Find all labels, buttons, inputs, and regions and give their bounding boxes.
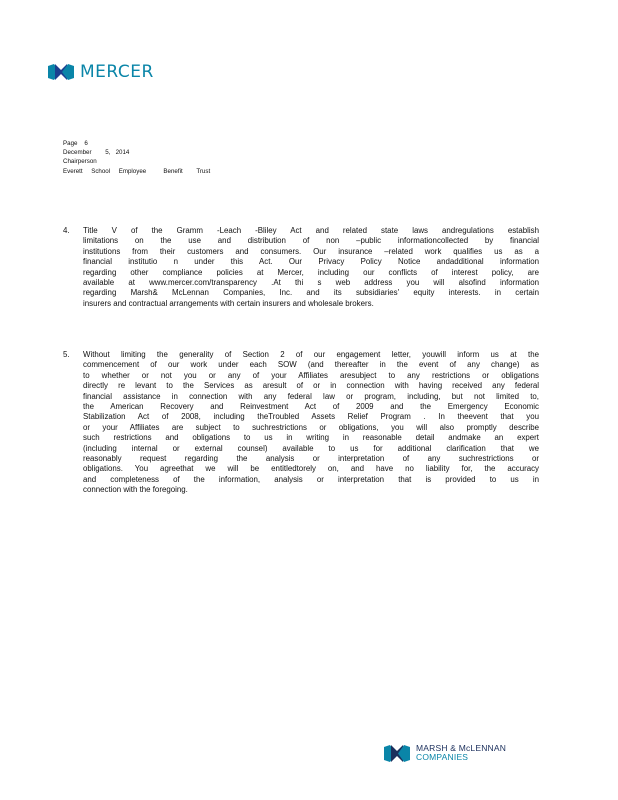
paragraph-line: commencement of our work under each SOW (and thereafter in the event of any change) as (83, 360, 539, 370)
mmc-mark-icon (384, 745, 410, 762)
numbered-paragraph-5 (63, 350, 539, 496)
paragraph-line: Title V of the Gramm -Leach -Bliley Act and related state laws andregulations establish (83, 226, 539, 235)
paragraph-line: financial institutio n under this Act. Our Privacy Policy Notice andadditional information (83, 257, 539, 267)
paragraph-line: Without limiting the generality of Section 2 of our engagement letter, youwill inform us at the (83, 350, 539, 359)
paragraph-line: to whether or not you or any of your Affiliates aresubject to any restrictions or obligations (83, 370, 539, 380)
paragraph-line: institutions from their customers and consumers. Our insurance –related work qualifies us as a (83, 246, 539, 256)
recipient-role: Chairperson (63, 158, 97, 166)
paragraph-number: 4. (63, 226, 70, 235)
paragraph-line: regarding Marsh& McLennan Companies, Inc. and its subsidiaries' equity interests. in certain (83, 288, 539, 298)
paragraph-line: directly re levant to the Services as aresult of or in connection with having received any federal (83, 381, 539, 391)
mercer-logo (48, 62, 154, 82)
paragraph-line: the American Recovery and Reinvestment Act of 2009 and the Emergency Economic (83, 402, 539, 412)
letter-header (63, 139, 210, 176)
paragraph-body (83, 350, 539, 496)
paragraph-line: available at www.mercer.com/transparency .At thi s web address you will alsofind information (83, 278, 539, 288)
paragraph-body (83, 226, 539, 309)
paragraph-line: insurers and contractual arrangements with certain insurers and wholesale brokers. (83, 298, 374, 308)
page-number: Page 6 (63, 140, 88, 147)
mercer-wordmark: MERCER (80, 62, 154, 82)
paragraph-line: reasonably request regarding the analysis or interpretation of any suchrestrictions or (83, 454, 539, 464)
marsh-mclennan-logo (384, 744, 506, 762)
paragraph-line: connection with the foregoing. (83, 485, 188, 495)
paragraph-line: such restrictions and obligations to us in writing in reasonable detail andmake an expert (83, 433, 539, 443)
paragraph-line: limitations on the use and distribution of non –public informationcollected by financial (83, 236, 539, 246)
paragraph-line: Stabilization Act of 2008, including theTroubled Assets Relief Program . In theevent that you (83, 412, 539, 422)
letter-date: December 5, 2014 (63, 149, 130, 157)
paragraph-line: (including internal or external counsel) available to us for additional clarification that we (83, 443, 539, 453)
paragraph-number: 5. (63, 350, 70, 359)
recipient-trust: Everett School Employee Benefit Trust (63, 167, 211, 175)
paragraph-line: or your Affiliates are subject to suchrestrictions or obligations, you will also promptly describe (83, 422, 539, 432)
numbered-paragraph-4 (63, 226, 539, 309)
paragraph-line: and completeness of the information, analysis or interpretation that is provided to us in (83, 474, 539, 484)
footer-company-subtitle: COMPANIES (416, 752, 469, 762)
paragraph-line: obligations. You agreethat we will be entitledtorely on, and have no liability for, the accuracy (83, 464, 539, 474)
paragraph-line: regarding other compliance policies at Mercer, including our conflicts of interest policy, are (83, 267, 539, 277)
paragraph-line: financial assistance in connection with any federal law or program, including, but not limited to, (83, 391, 539, 401)
footer-company-name: MARSH & McLENNAN (416, 743, 507, 753)
mercer-mark-icon (48, 64, 74, 80)
